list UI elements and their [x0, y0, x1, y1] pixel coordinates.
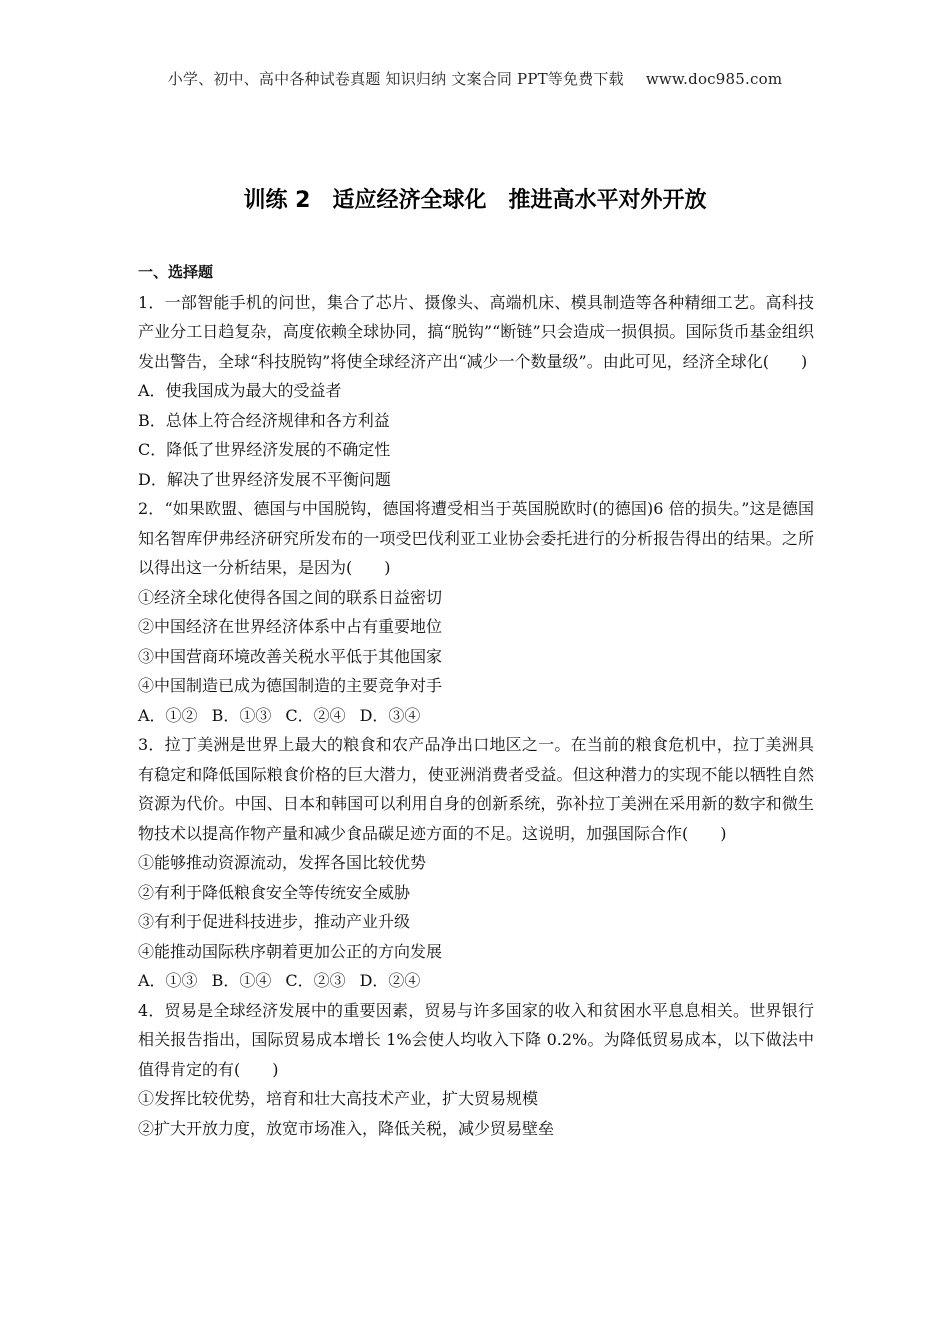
header-site-link[interactable]: www.doc985.com: [645, 70, 783, 88]
question-1-stem: 1．一部智能手机的问世，集合了芯片、摄像头、高端机床、模具制造等各种精细工艺。高科技产业分工日趋复杂，高度依赖全球协同，搞“脱钩”“断链”只会造成一损俱损。国际货币基金组织发出警告，全球“科技脱钩”将使全球经济产出“减少一个数量级”。由此可见，经济全球化( ): [138, 292, 814, 371]
page-header: [0, 68, 950, 89]
page-title: [0, 183, 950, 214]
question-2-choice-d: D．③④: [359, 705, 421, 725]
question-2-choices: [138, 701, 814, 731]
question-2-statement-1: ①经济全球化使得各国之间的联系日益密切: [138, 587, 443, 607]
question-1-option-a: A．使我国成为最大的受益者: [138, 381, 342, 400]
title-part-1: 训练 2: [243, 188, 311, 213]
title-part-2: 适应经济全球化: [332, 188, 487, 213]
header-text: 小学、初中、高中各种试卷真题 知识归纳 文案合同 PPT等免费下载: [167, 70, 624, 88]
document-body: [138, 258, 814, 1143]
question-2: [138, 494, 814, 730]
question-1-option-b: B．总体上符合经济规律和各方利益: [138, 410, 390, 430]
question-3-choice-b: B．①④: [211, 971, 272, 990]
question-3-statement-2: ②有利于降低粮食安全等传统安全威胁: [138, 882, 411, 902]
question-3-statement-3: ③有利于促进科技进步，推动产业升级: [138, 912, 411, 931]
question-4-stem: 4．贸易是全球经济发展中的重要因素，贸易与许多国家的收入和贫困水平息息相关。世界银行相关报告指出，国际贸易成本增长 1%会使人均收入下降 0.2%。为降低贸易成本，以下做法中值得肯定的有( ): [138, 1000, 814, 1079]
question-4: [138, 996, 814, 1144]
question-3-choice-d: D．②④: [359, 971, 421, 990]
question-3-statement-4: ④能推动国际秩序朝着更加公正的方向发展: [138, 941, 443, 961]
question-3-choices: [138, 966, 814, 996]
question-1-option-c: C．降低了世界经济发展的不确定性: [138, 440, 391, 459]
question-2-stem: 2．“如果欧盟、德国与中国脱钩，德国将遭受相当于英国脱欧时(的德国)6 倍的损失。”这是德国知名智库伊弗经济研究所发布的一项受巴伐利亚工业协会委托进行的分析报告得出的结果。之所以得出这一分析结果，是因为( ): [138, 499, 814, 577]
question-3-choice-c: C．②③: [285, 971, 346, 990]
section-heading: 一、选择题: [138, 263, 214, 281]
question-2-statement-4: ④中国制造已成为德国制造的主要竞争对手: [138, 676, 443, 695]
question-2-statement-3: ③中国营商环境改善关税水平低于其他国家: [138, 646, 443, 666]
question-3-stem: 3．拉丁美洲是世界上最大的粮食和农产品净出口地区之一。在当前的粮食危机中，拉丁美洲具有稳定和降低国际粮食价格的巨大潜力，使亚洲消费者受益。但这种潜力的实现不能以牺牲自然资源为代价。中国、日本和韩国可以利用自身的创新系统，弥补拉丁美洲在采用新的数字和微生物技术以提高作物产量和减少食品碳足迹方面的不足。这说明，加强国际合作( ): [138, 735, 814, 843]
question-4-statement-1: ①发挥比较优势，培育和壮大高技术产业，扩大贸易规模: [138, 1089, 539, 1108]
question-2-choice-c: C．②④: [285, 705, 346, 725]
question-3: [138, 730, 814, 996]
title-part-3: 推进高水平对外开放: [508, 188, 707, 213]
question-2-statement-2: ②中国经济在世界经济体系中占有重要地位: [138, 617, 443, 636]
question-2-choice-b: B．①③: [211, 705, 272, 725]
question-4-statement-2: ②扩大开放力度，放宽市场准入，降低关税，减少贸易壁垒: [138, 1118, 555, 1138]
question-3-choice-a: A．①③: [138, 971, 198, 990]
question-1: [138, 288, 814, 495]
question-3-statement-1: ①能够推动资源流动，发挥各国比较优势: [138, 853, 427, 872]
question-2-choice-a: A．①②: [138, 705, 198, 725]
question-1-option-d: D．解决了世界经济发展不平衡问题: [138, 469, 391, 489]
